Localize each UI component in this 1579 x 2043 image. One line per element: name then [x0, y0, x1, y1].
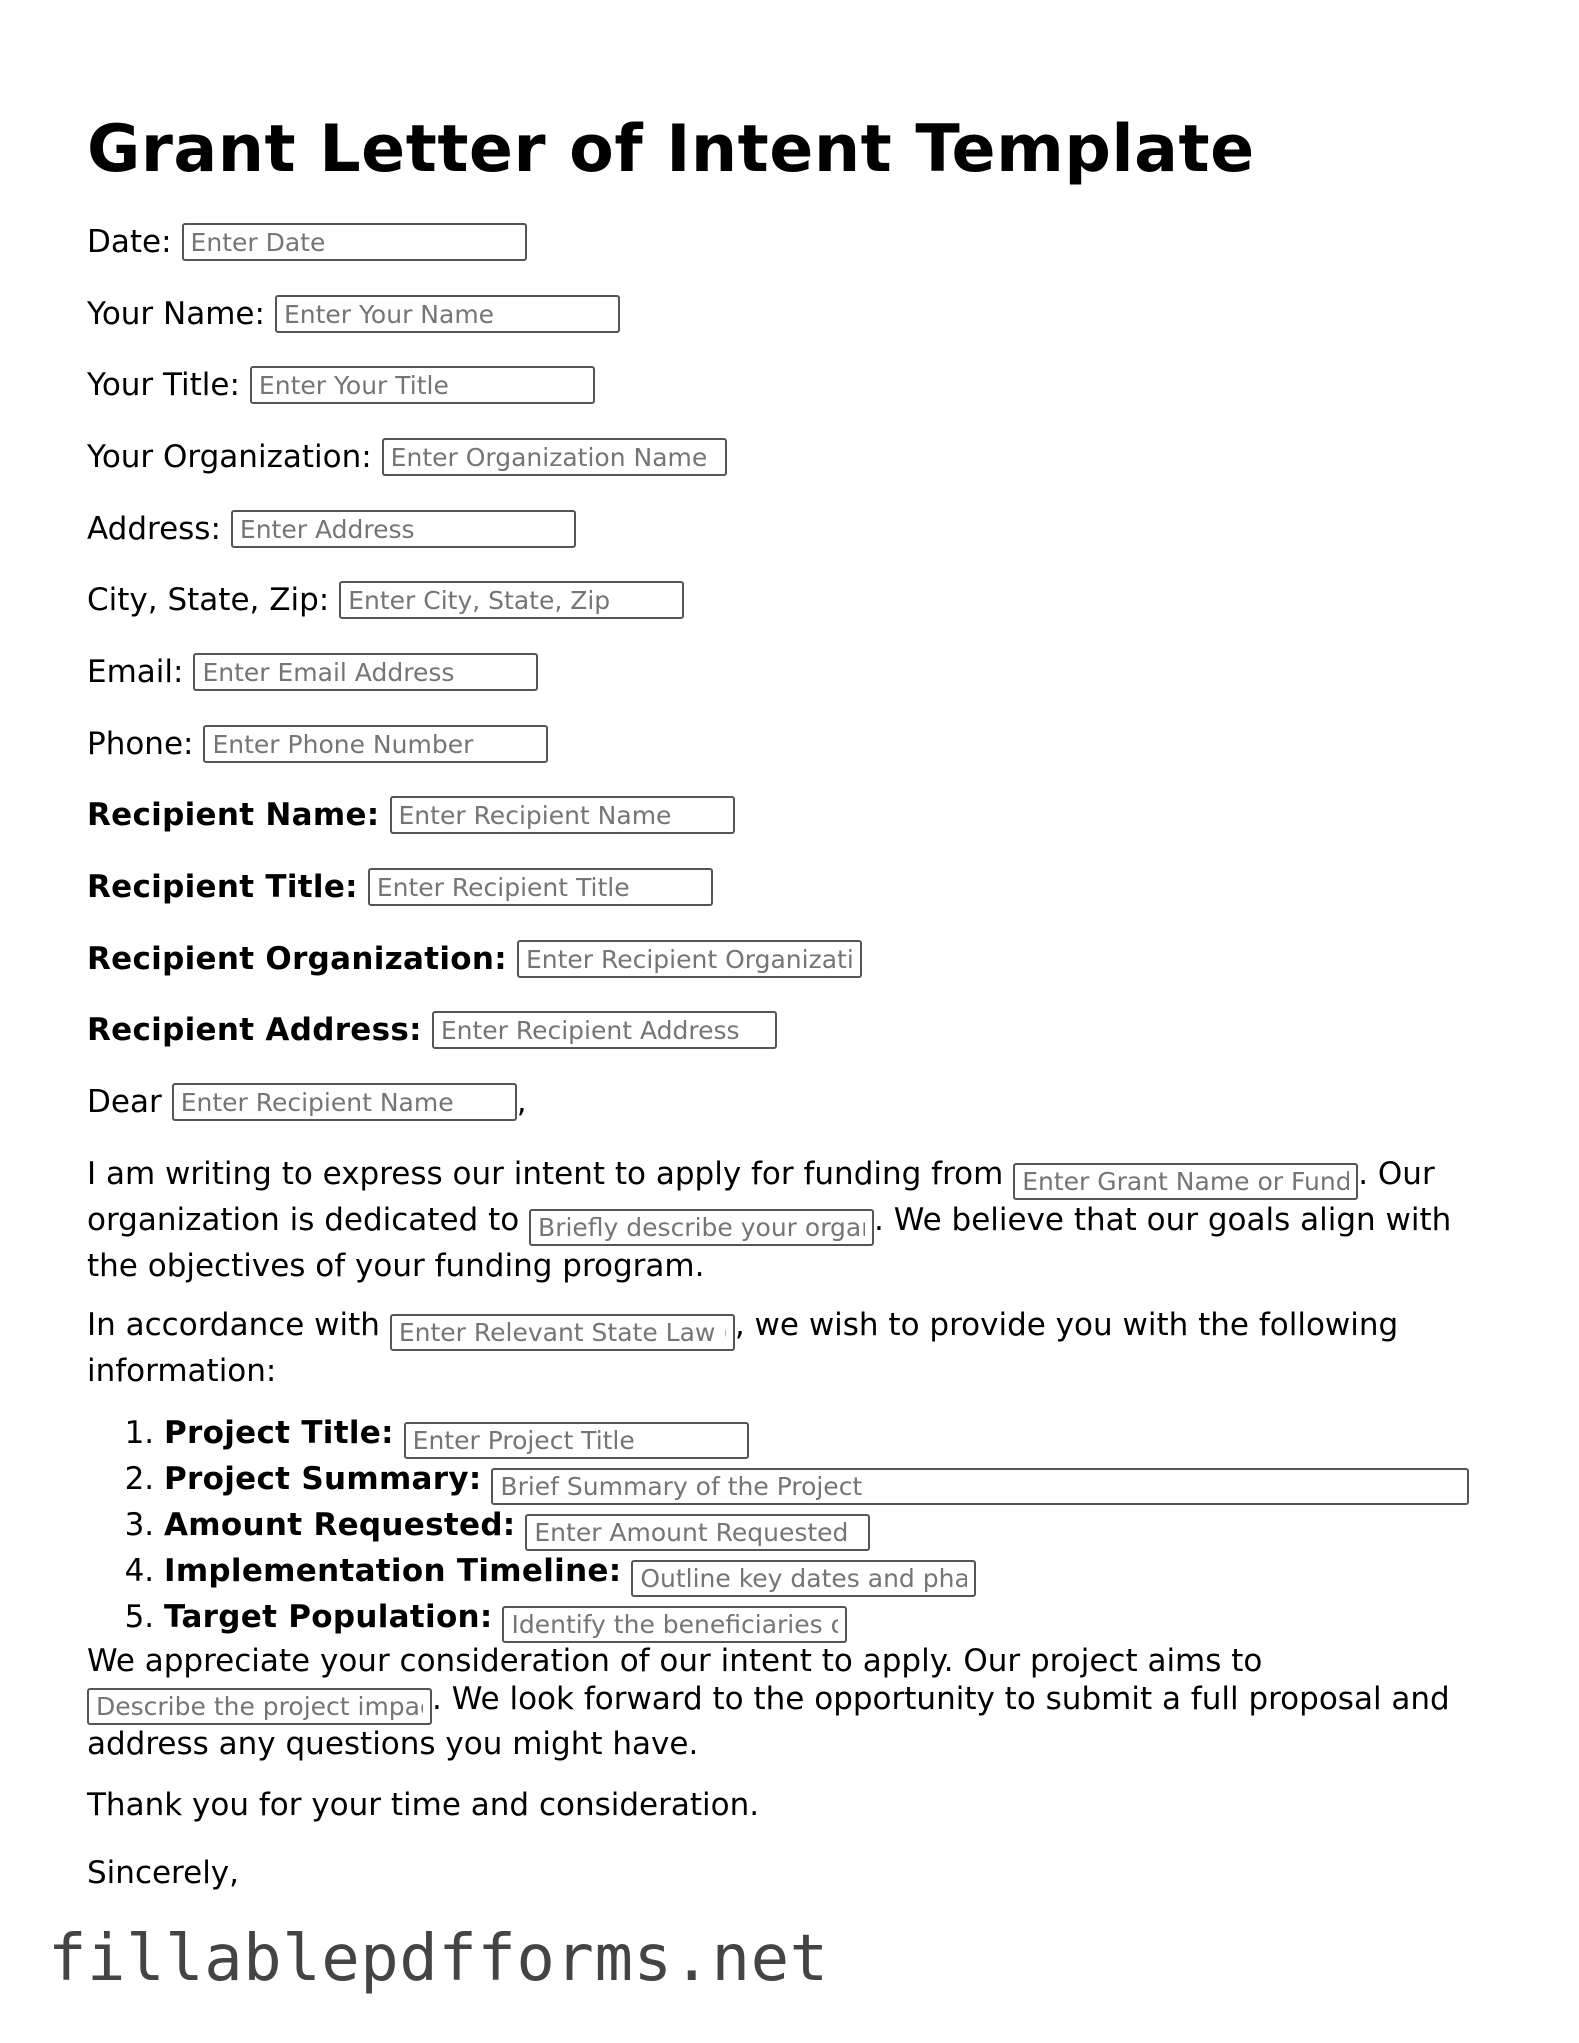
salutation-comma: ,	[516, 1084, 527, 1120]
recipient-name-label: Recipient Name:	[87, 797, 380, 833]
salutation-recipient-input[interactable]	[172, 1083, 517, 1121]
recipient-name-row	[87, 795, 735, 835]
closing-text-2: . We look forward to the opportunity to submit a full proposal and address any questions you might have.	[87, 1681, 1450, 1762]
intro-text-1: I am writing to express our intent to apply for funding from	[87, 1156, 1004, 1192]
intro-text-3: . We believe that our goals align with the objectives of your funding program.	[87, 1202, 1452, 1284]
your-title-label: Your Title:	[87, 367, 240, 403]
closing-paragraph	[87, 1642, 1507, 1763]
amount-requested-label: Amount Requested:	[164, 1507, 516, 1543]
your-organization-label: Your Organization:	[87, 439, 372, 475]
list-item	[164, 1597, 1469, 1643]
thanks-text: Thank you for your time and consideration.	[87, 1787, 760, 1823]
address-input[interactable]	[231, 510, 576, 548]
email-label: Email:	[87, 654, 184, 690]
implementation-timeline-label: Implementation Timeline:	[164, 1553, 622, 1589]
phone-label: Phone:	[87, 726, 194, 762]
amount-requested-input[interactable]	[525, 1514, 870, 1551]
recipient-title-label: Recipient Title:	[87, 869, 358, 905]
date-input[interactable]	[182, 223, 527, 261]
your-name-input[interactable]	[275, 295, 620, 333]
your-name-label: Your Name:	[87, 296, 265, 332]
date-row	[87, 222, 527, 262]
email-input[interactable]	[193, 653, 538, 691]
intro-paragraph	[87, 1154, 1507, 1287]
recipient-title-input[interactable]	[368, 868, 713, 906]
phone-input[interactable]	[203, 725, 548, 763]
phone-row	[87, 724, 548, 764]
intro-text-2: . Our organization is dedicated to	[87, 1156, 1435, 1238]
city-state-zip-label: City, State, Zip:	[87, 582, 330, 618]
your-organization-row	[87, 437, 727, 477]
recipient-address-label: Recipient Address:	[87, 1012, 422, 1048]
mission-input[interactable]	[529, 1209, 874, 1246]
salutation-prefix: Dear	[87, 1084, 162, 1120]
recipient-address-row	[87, 1010, 777, 1050]
accordance-paragraph	[87, 1305, 1507, 1392]
project-title-input[interactable]	[404, 1422, 749, 1459]
recipient-address-input[interactable]	[432, 1011, 777, 1049]
address-label: Address:	[87, 511, 221, 547]
list-item	[164, 1505, 1469, 1551]
info-list	[87, 1413, 1469, 1643]
page-title: Grant Letter of Intent Template	[87, 112, 1255, 187]
target-population-label: Target Population:	[164, 1599, 493, 1635]
date-label: Date:	[87, 224, 172, 260]
your-organization-input[interactable]	[382, 438, 727, 476]
salutation	[87, 1082, 527, 1122]
email-row	[87, 652, 538, 692]
address-row	[87, 509, 576, 549]
project-impact-input[interactable]	[87, 1688, 432, 1725]
recipient-organization-label: Recipient Organization:	[87, 941, 507, 977]
your-title-row	[87, 365, 595, 405]
accordance-text-2: , we wish to provide you with the following information:	[87, 1307, 1399, 1389]
target-population-input[interactable]	[502, 1606, 847, 1643]
list-item	[164, 1551, 1469, 1597]
project-title-label: Project Title:	[164, 1415, 394, 1451]
your-title-input[interactable]	[250, 366, 595, 404]
recipient-name-input[interactable]	[390, 796, 735, 834]
implementation-timeline-input[interactable]	[631, 1560, 976, 1597]
project-summary-label: Project Summary:	[164, 1461, 482, 1497]
state-law-input[interactable]	[390, 1314, 735, 1351]
recipient-organization-row	[87, 939, 862, 979]
your-name-row	[87, 294, 620, 334]
list-item	[164, 1459, 1469, 1505]
grant-name-input[interactable]	[1013, 1163, 1358, 1200]
closing-text-1: We appreciate your consideration of our intent to apply. Our project aims to	[87, 1643, 1263, 1679]
recipient-organization-input[interactable]	[517, 940, 862, 978]
city-state-zip-row	[87, 580, 684, 620]
accordance-text-1: In accordance with	[87, 1307, 380, 1343]
signoff-text: Sincerely,	[87, 1855, 240, 1891]
project-summary-input[interactable]	[491, 1468, 1469, 1505]
recipient-title-row	[87, 867, 713, 907]
list-item	[164, 1413, 1469, 1459]
watermark: fillablepdfforms.net	[48, 1922, 829, 1996]
city-state-zip-input[interactable]	[339, 581, 684, 619]
